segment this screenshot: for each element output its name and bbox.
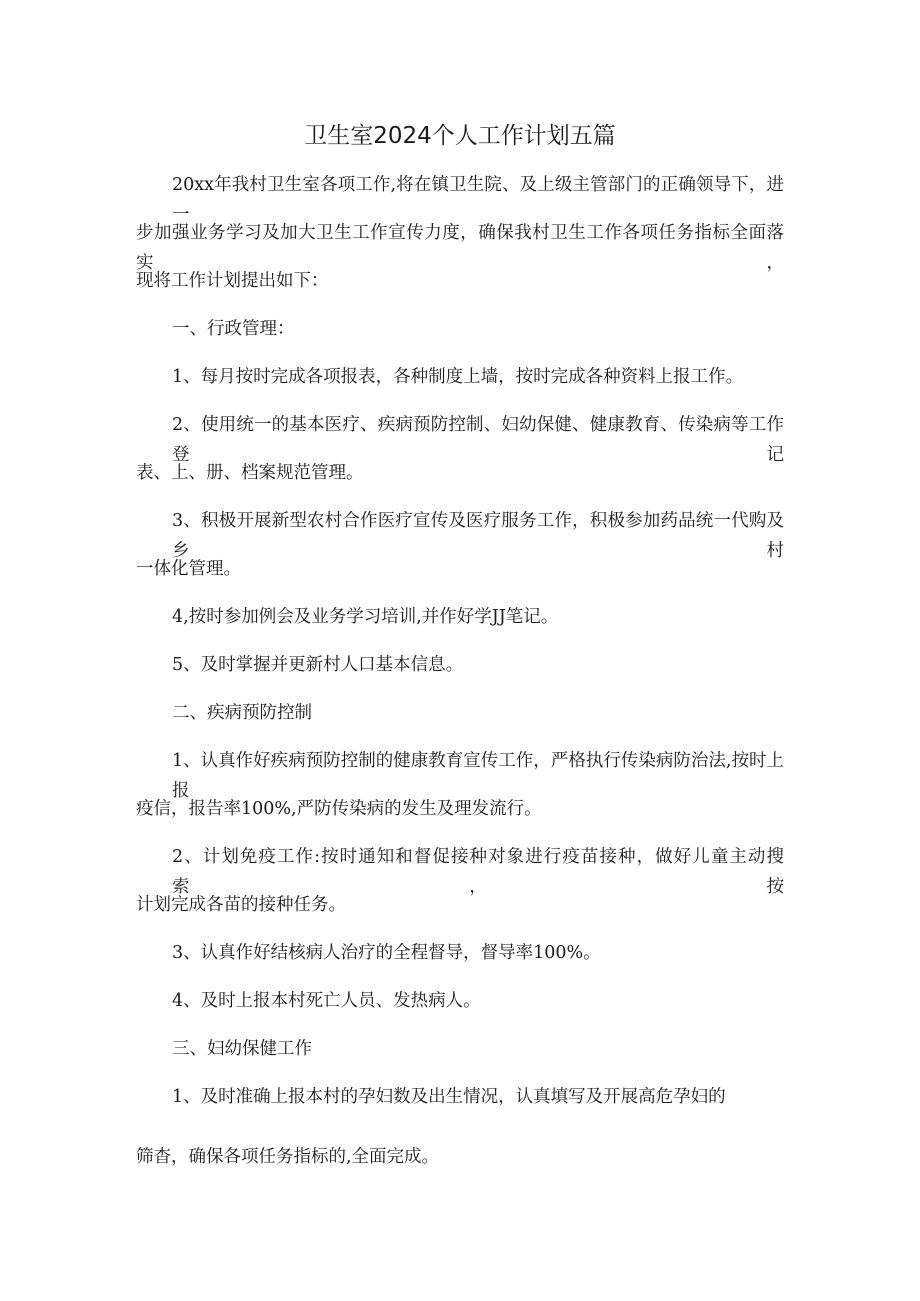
section-heading: 一、行政管理： [172, 319, 295, 339]
paragraph-line: 2、使用统一的基本医疗、疾病预防控制、妇幼保健、健康教育、传染病等工作登记 [172, 415, 784, 465]
section-heading: 二、疾病预防控制 [172, 703, 312, 723]
paragraph-line: 3、认真作好结核病人治疗的全程督导，督导率100%。 [172, 943, 601, 963]
paragraph-line: 1、每月按时完成各项报表，各种制度上墙，按时完成各种资料上报工作。 [172, 367, 744, 387]
paragraph-line: 1、认真作好疾病预防控制的健康教育宣传工作，严格执行传染病防治法,按时上报 [172, 751, 784, 801]
paragraph-line: 20xx年我村卫生室各项工作,将在镇卫生院、及上级主管部门的正确领导下，进一 [172, 175, 784, 225]
paragraph-line: 筛杳，确保各项任务指标的,全面完成。 [136, 1147, 440, 1167]
paragraph-line: 2、计划免疫工作:按时通知和督促接种对象进行疫苗接种，做好儿童主动搜索，按 [172, 847, 784, 897]
paragraph-line: 现将工作计划提出如下： [136, 271, 329, 291]
paragraph-line: 4、及时上报本村死亡人员、发热病人。 [172, 991, 481, 1011]
paragraph-line: 5、及时掌握并更新村人口基本信息。 [172, 655, 464, 675]
paragraph-line: 表、上、册、档案规范管理。 [136, 463, 364, 483]
paragraph-line: 3、积极开展新型农村合作医疗宣传及医疗服务工作，积极参加药品统一代购及乡村 [172, 511, 784, 561]
document-title: 卫生室2024个人工作计划五篇 [304, 123, 616, 149]
paragraph-line: 计划完成各苗的接种任务。 [136, 895, 346, 915]
paragraph-line: 步加强业务学习及加大卫生工作宣传力度，确保我村卫生工作各项任务指标全面落实， [136, 223, 784, 273]
paragraph-line: 1、及时准确上报本村的孕妇数及出生情况，认真填写及开展高危孕妇的 [172, 1087, 726, 1107]
paragraph-line: 一体化管理。 [136, 559, 241, 579]
paragraph-line: 疫信，报告率100%,严防传染病的发生及理发流行。 [136, 799, 542, 819]
section-heading: 三、妇幼保健工作 [172, 1039, 312, 1059]
paragraph-line: 4,按时参加例会及业务学习培训,并作好学JJ笔记。 [172, 607, 559, 627]
